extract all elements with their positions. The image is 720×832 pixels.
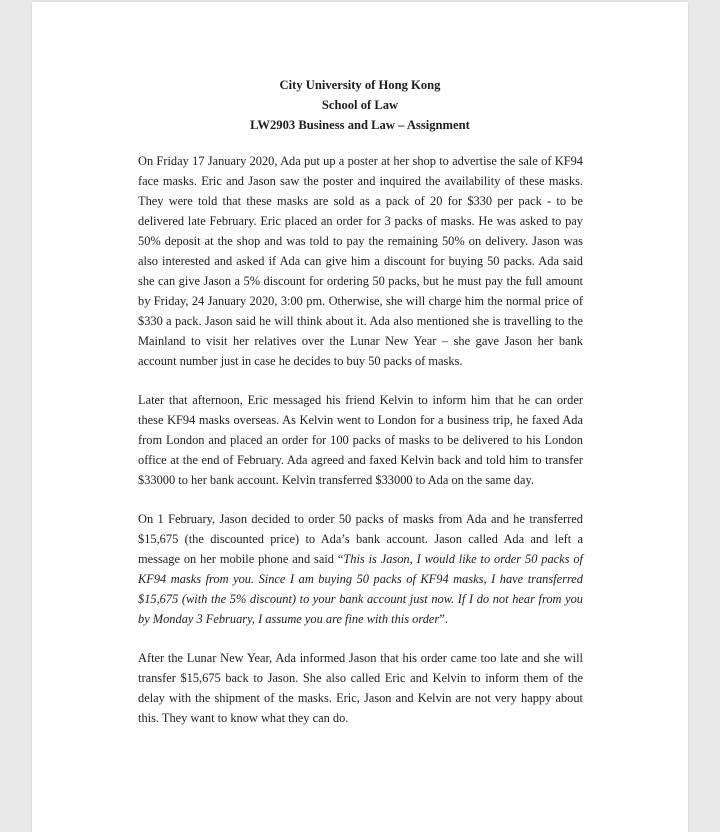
paragraph-4: After the Lunar New Year, Ada informed Jason that his order came too late and she will transfer $15,675 back to Jason. She also called Eric and Kelvin to inform them of the delay with the shipment of the masks. Eric, Jason and Kelvin are not very happy about this. They want to know what they can do.: [138, 651, 583, 725]
document-body: [138, 151, 583, 728]
university-name: City University of Hong Kong: [279, 78, 441, 92]
jason-message-quote: This is Jason, I would like to order 50 packs of KF94 masks from you. Since I am buying 50 packs of KF94 masks, I have transferred $15,675 (with the 5% discount) to your bank account just now. If I do not hear from you by Monday 3 February, I assume you are fine with this order: [138, 552, 583, 626]
document-header: [32, 75, 688, 135]
course-title: LW2903 Business and Law – Assignment: [250, 118, 470, 132]
paragraph-3-intro: On 1 February, Jason decided to order 50 packs of masks from Ada and he transferred $15,675 (the discounted price) to Ada’s bank account. Jason called Ada and left a message on her mobile phone and said “: [138, 512, 583, 566]
document-page: [32, 2, 688, 832]
paragraph-2: Later that afternoon, Eric messaged his friend Kelvin to inform him that he can order these KF94 masks overseas. As Kelvin went to London for a business trip, he faxed Ada from London and placed an order for 100 packs of masks to be delivered to his London office at the end of February. Ada agreed and faxed Kelvin back and told him to transfer $33000 to her bank account. Kelvin transferred $33000 to Ada on the same day.: [138, 393, 583, 487]
paragraph-1: On Friday 17 January 2020, Ada put up a poster at her shop to advertise the sale of KF94 face masks. Eric and Jason saw the poster and inquired the availability of these masks. They were told that these masks are sold as a pack of 20 for $330 per pack - to be delivered late February. Eric placed an order for 3 packs of masks. He was asked to pay 50% deposit at the shop and was told to pay the remaining 50% on delivery. Jason was also interested and asked if Ada can give him a discount for buying 50 packs. Ada said she can give Jason a 5% discount for ordering 50 packs, but he must pay the full amount by Friday, 24 January 2020, 3:00 pm. Otherwise, she will charge him the normal price of $330 a pack. Jason said he will think about it. Ada also mentioned she is travelling to the Mainland to visit her relatives over the Lunar New Year – she gave Jason her bank account number just in case he decides to buy 50 packs of masks.: [138, 154, 583, 368]
paragraph-3-end: ”.: [439, 612, 448, 626]
paragraph-3: [138, 509, 583, 629]
school-name: School of Law: [321, 98, 399, 112]
